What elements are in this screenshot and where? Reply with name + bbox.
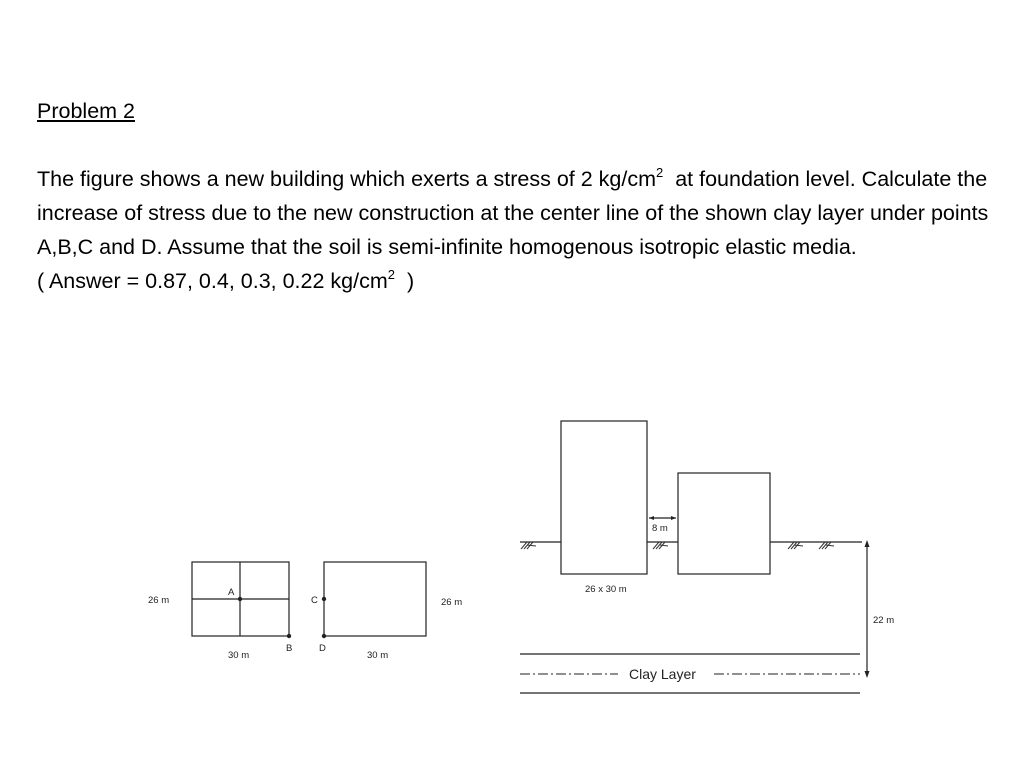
plan-view bbox=[148, 562, 462, 661]
point-a-dot bbox=[238, 597, 242, 601]
short-building bbox=[678, 473, 770, 574]
building-size-label: 26 x 30 m bbox=[585, 584, 627, 595]
section-view bbox=[520, 421, 894, 693]
right-footing-rect bbox=[324, 562, 426, 636]
depth-arrow-top-icon bbox=[865, 540, 870, 547]
statement-text-2: at foundation level. Calculate the increase of stress due to the new construction at the center line of the shown clay layer under points A,B,C and D. Assume that the soil is semi-infinite homogenous isotropic elastic media. bbox=[37, 167, 994, 259]
point-c-dot bbox=[322, 597, 326, 601]
point-d-dot bbox=[322, 634, 326, 638]
left-footing-width-label: 30 m bbox=[228, 650, 250, 661]
gap-arrow-left-icon bbox=[649, 516, 654, 520]
depth-label: 22 m bbox=[873, 615, 895, 626]
clay-layer-label: Clay Layer bbox=[629, 666, 696, 682]
right-footing-height-label: 26 m bbox=[441, 597, 463, 608]
answer-superscript: 2 bbox=[387, 266, 395, 282]
point-b-label: B bbox=[286, 643, 293, 654]
answer-text-2: ) bbox=[395, 269, 415, 293]
point-a-label: A bbox=[228, 587, 235, 598]
answer-text-1: ( Answer = 0.87, 0.4, 0.3, 0.22 kg/cm bbox=[37, 269, 388, 293]
problem-title: Problem 2 bbox=[37, 99, 135, 123]
depth-arrow-bottom-icon bbox=[865, 671, 870, 678]
statement-superscript: 2 bbox=[656, 164, 664, 180]
right-footing-width-label: 30 m bbox=[367, 650, 389, 661]
point-d-label: D bbox=[319, 643, 326, 654]
tall-building bbox=[561, 421, 647, 574]
gap-label: 8 m bbox=[652, 523, 668, 534]
point-b-dot bbox=[287, 634, 291, 638]
statement-text-1: The figure shows a new building which exerts a stress of 2 kg/cm bbox=[37, 167, 657, 191]
gap-arrow-right-icon bbox=[671, 516, 676, 520]
point-c-label: C bbox=[311, 595, 318, 606]
left-footing-height-label: 26 m bbox=[148, 595, 170, 606]
